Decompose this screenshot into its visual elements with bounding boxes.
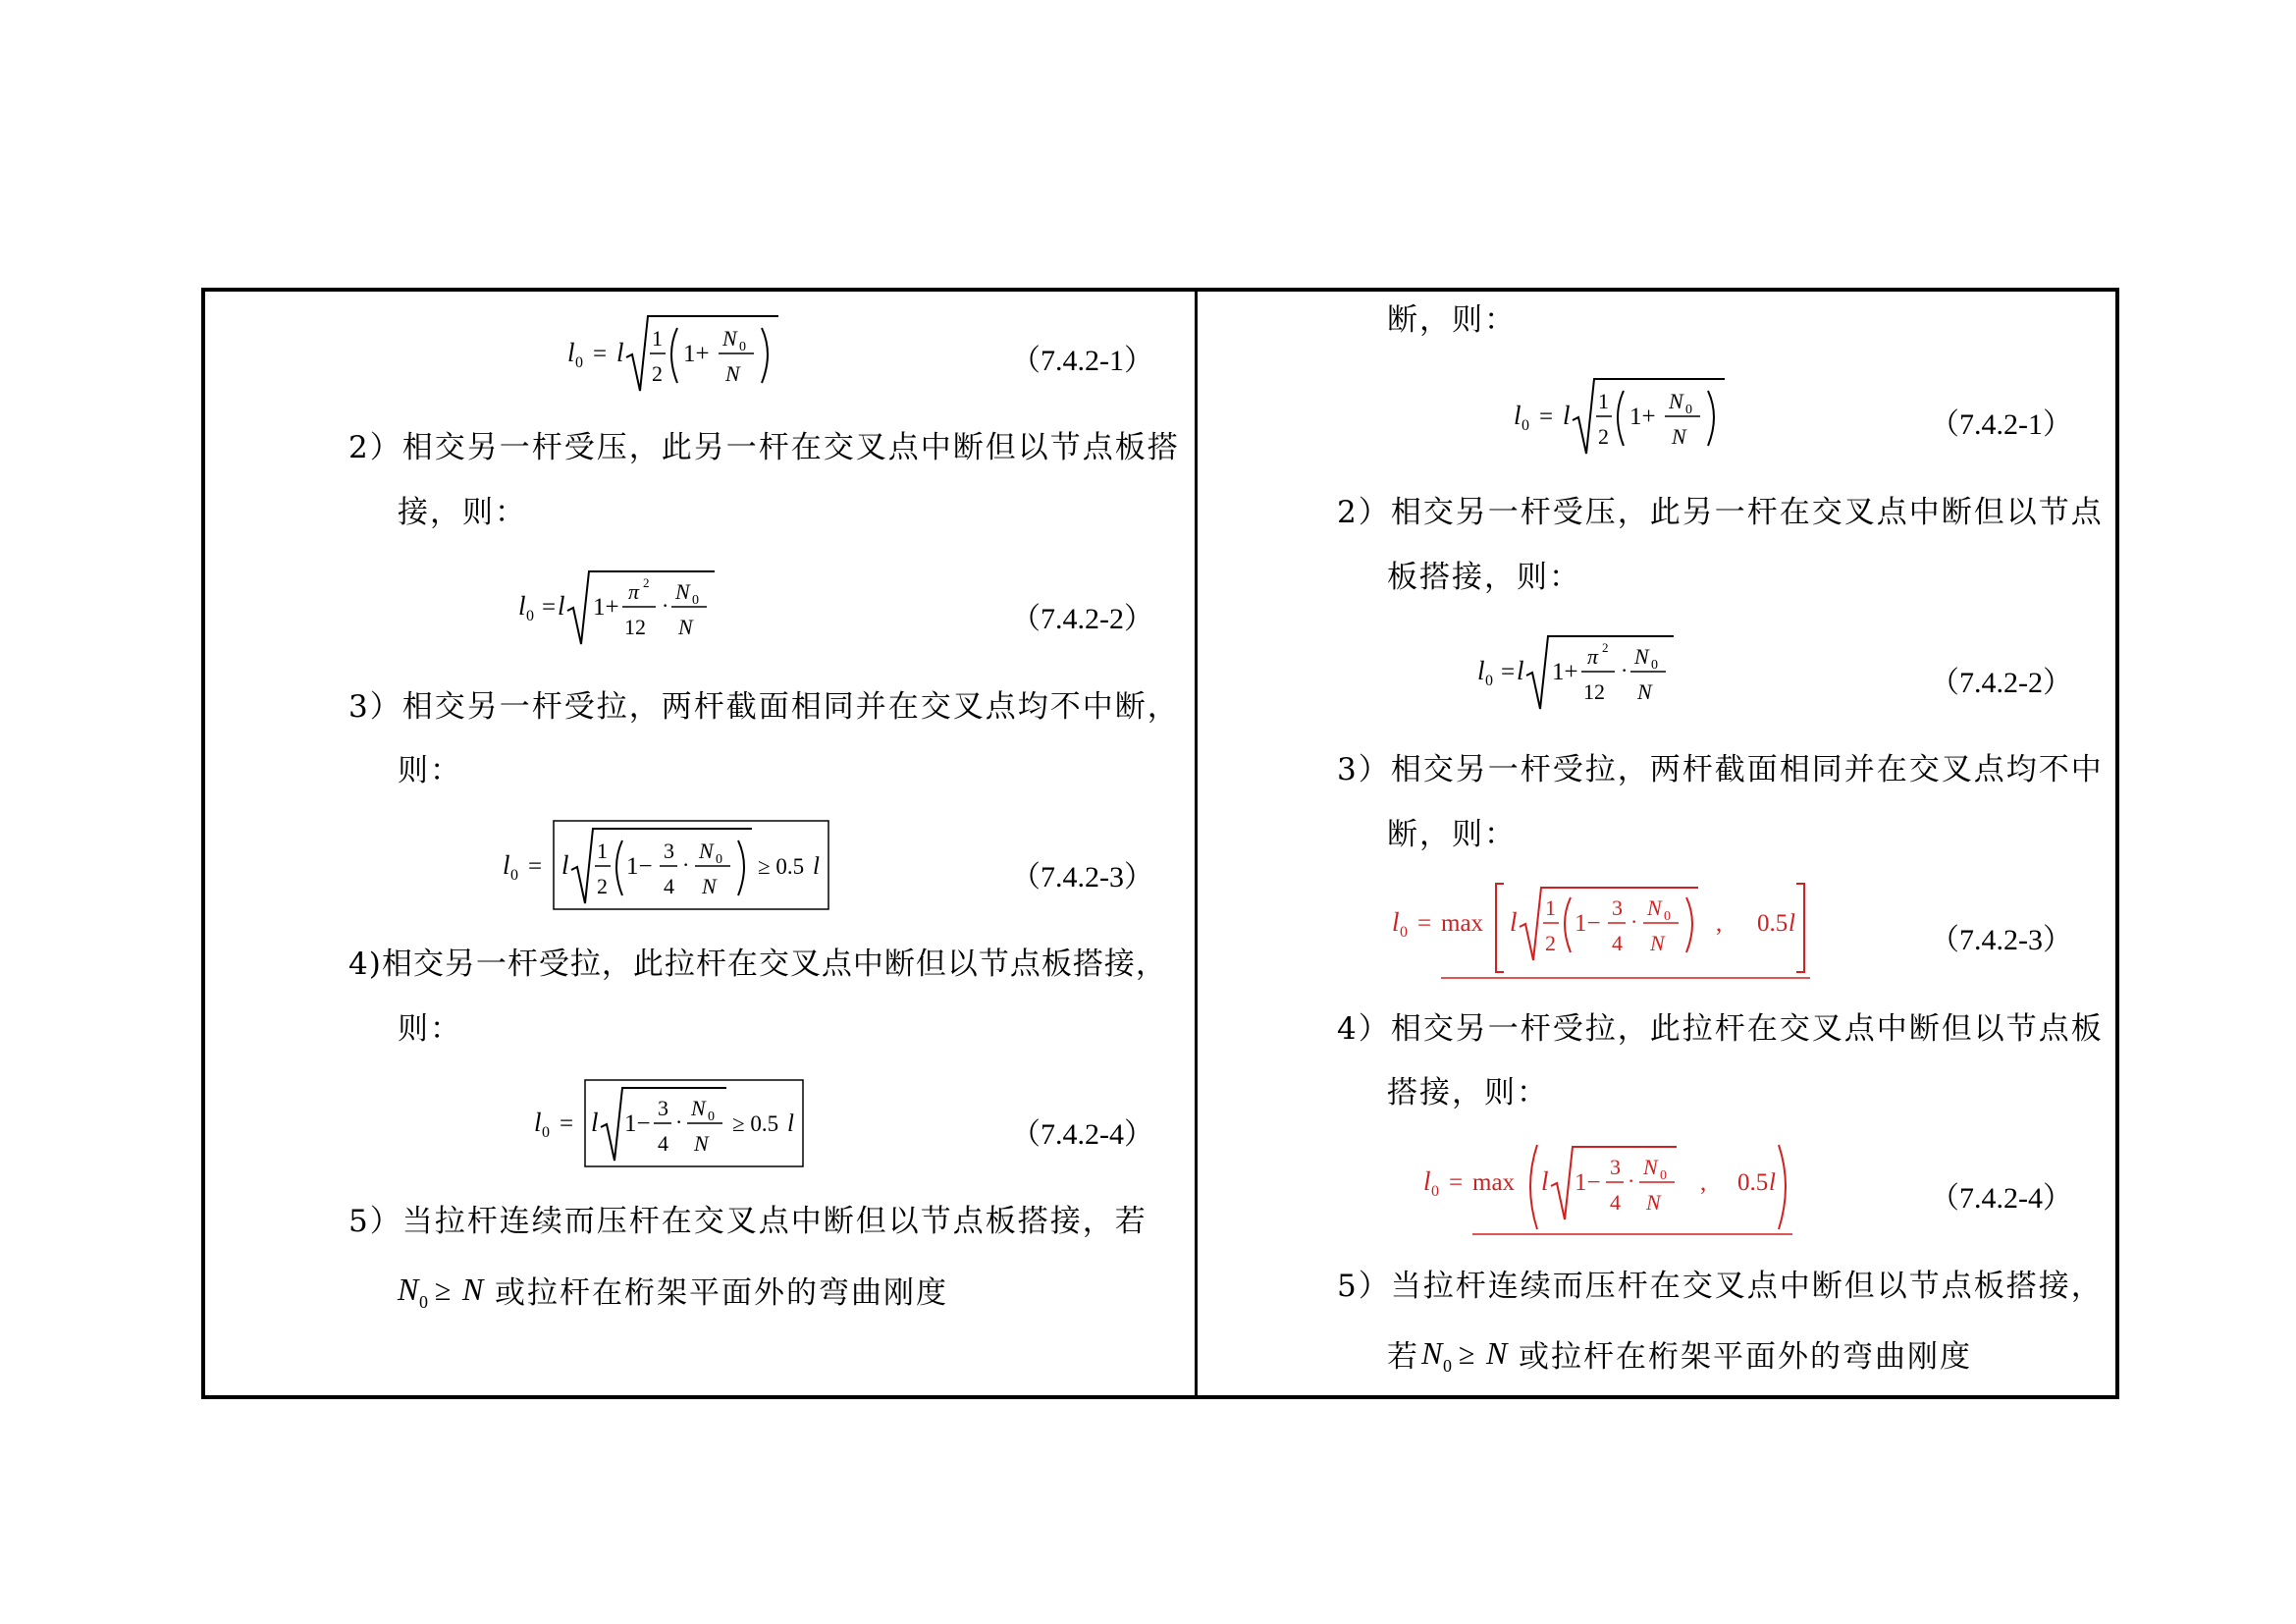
svg-text:l: l <box>534 1108 542 1137</box>
svg-text:,: , <box>1700 1169 1707 1196</box>
paragraph-5-line1: 5）当拉杆连续而压杆在交叉点中断但以节点板搭接， <box>1337 1269 2104 1304</box>
paragraph-5-line1: 5）当拉杆连续而压杆在交叉点中断但以节点板搭接，若 <box>348 1204 1148 1239</box>
paragraph-4-line1: 4）相交另一杆受拉，此拉杆在交叉点中断但以节点板 <box>1337 1011 2104 1047</box>
svg-text:12: 12 <box>624 615 646 639</box>
formula-7-4-2-2-right <box>1477 630 1703 726</box>
svg-text:N: N <box>1486 1335 1508 1371</box>
equation-number: （7.4.2-2） <box>1930 667 2072 699</box>
equation-number: （7.4.2-3） <box>1930 924 2072 956</box>
svg-text:4: 4 <box>1612 931 1623 955</box>
equation-number: （7.4.2-1） <box>1011 345 1153 377</box>
svg-text:0: 0 <box>526 608 534 624</box>
svg-text:2: 2 <box>1545 931 1556 955</box>
svg-text:N: N <box>694 1131 709 1156</box>
svg-text:1+: 1+ <box>1629 404 1656 430</box>
svg-text:0: 0 <box>1431 1183 1439 1200</box>
svg-text:l: l <box>1541 1166 1549 1196</box>
paragraph-3-line1: 3）相交另一杆受拉，两杆截面相同并在交叉点均不中断， <box>348 689 1180 725</box>
svg-text:4: 4 <box>658 1131 668 1156</box>
paragraph-2-line1: 2）相交另一杆受压，此另一杆在交叉点中断但以节点板搭 <box>348 430 1180 465</box>
paragraph-5-line2: 或拉杆在桁架平面外的弯曲刚度 <box>495 1275 948 1311</box>
svg-text:=: = <box>528 853 543 880</box>
svg-text:l: l <box>787 1110 794 1137</box>
svg-text:N: N <box>1647 895 1662 920</box>
svg-text:1+: 1+ <box>683 341 710 367</box>
equation-number: （7.4.2-4） <box>1930 1182 2072 1215</box>
formula-7-4-2-2-left <box>518 566 744 661</box>
svg-text:l: l <box>1510 907 1518 937</box>
svg-text:l: l <box>591 1108 599 1137</box>
svg-text:=: = <box>1501 659 1516 685</box>
svg-text:N: N <box>462 1272 484 1307</box>
formula-7-4-2-4-right-revised <box>1423 1139 1806 1244</box>
svg-text:max: max <box>1441 910 1484 937</box>
svg-text:≥: ≥ <box>435 1274 452 1307</box>
paragraph-4-line1: 4)相交另一杆受拉，此拉杆在交叉点中断但以节点板搭接， <box>348 947 1167 982</box>
svg-text:≥: ≥ <box>1459 1338 1475 1371</box>
svg-text:4: 4 <box>1610 1190 1621 1215</box>
svg-text:l: l <box>1392 907 1400 937</box>
formula-7-4-2-4-left <box>534 1078 819 1177</box>
svg-text:1−: 1− <box>1575 910 1601 937</box>
svg-text:0: 0 <box>708 1110 715 1124</box>
svg-text:N: N <box>675 579 690 604</box>
inline-formula-n0-ge-n <box>398 1267 506 1323</box>
svg-text:0: 0 <box>542 1124 550 1141</box>
formula-7-4-2-3-right-revised <box>1392 880 1824 989</box>
svg-text:1+: 1+ <box>1552 659 1578 685</box>
paragraph-4-line2: 则： <box>398 1011 462 1047</box>
svg-text:=: = <box>542 594 557 621</box>
svg-text:2: 2 <box>643 575 650 590</box>
equation-number: （7.4.2-1） <box>1930 408 2072 441</box>
svg-text:π: π <box>628 579 640 604</box>
svg-text:=: = <box>560 1110 574 1137</box>
svg-text:3: 3 <box>1612 895 1623 920</box>
svg-text:≥ 0.5: ≥ 0.5 <box>732 1111 779 1136</box>
formula-7-4-2-1-right <box>1514 375 1739 470</box>
equation-number: （7.4.2-4） <box>1011 1118 1153 1151</box>
svg-text:=: = <box>1539 404 1554 430</box>
svg-text:=: = <box>1417 910 1432 937</box>
svg-text:=: = <box>593 341 608 367</box>
paragraph-5-line2-prefix: 若 <box>1387 1339 1419 1375</box>
svg-text:0: 0 <box>716 852 722 867</box>
svg-text:N: N <box>1643 1155 1658 1179</box>
svg-text:N: N <box>1634 644 1649 669</box>
equation-number: （7.4.2-3） <box>1011 861 1153 893</box>
formula-7-4-2-1-left <box>567 312 793 407</box>
svg-text:N: N <box>678 615 693 639</box>
svg-text:0: 0 <box>1443 1356 1452 1376</box>
paragraph-2-line2: 接，则： <box>398 495 527 530</box>
svg-text:N: N <box>725 361 740 386</box>
paragraph-3-line2: 则： <box>398 753 462 788</box>
svg-text:l: l <box>616 338 624 367</box>
svg-text:l: l <box>1477 656 1485 685</box>
svg-text:1: 1 <box>597 839 608 863</box>
svg-text:l: l <box>1789 910 1795 937</box>
svg-text:l: l <box>1423 1166 1431 1196</box>
svg-text:N: N <box>691 1096 706 1120</box>
svg-text:0: 0 <box>692 593 699 608</box>
svg-text:2: 2 <box>652 361 663 386</box>
svg-text:N: N <box>1650 931 1665 955</box>
svg-text:3: 3 <box>664 839 674 863</box>
svg-text:l: l <box>567 338 575 367</box>
svg-text:0: 0 <box>739 340 746 354</box>
svg-text:N: N <box>722 326 737 351</box>
svg-text:1+: 1+ <box>593 594 619 621</box>
svg-text:1−: 1− <box>624 1110 651 1137</box>
svg-text:N: N <box>702 874 717 898</box>
column-divider <box>1195 292 1198 1395</box>
svg-text:N: N <box>1672 424 1686 449</box>
paragraph-3-line2: 断，则： <box>1387 817 1517 852</box>
svg-text:0: 0 <box>1400 924 1408 941</box>
svg-text:·: · <box>1630 909 1638 934</box>
svg-text:0: 0 <box>575 354 583 371</box>
paragraph-3-line1: 3）相交另一杆受拉，两杆截面相同并在交叉点均不中 <box>1337 752 2104 787</box>
svg-text:12: 12 <box>1583 679 1605 704</box>
svg-text:·: · <box>682 852 690 877</box>
inline-formula-n0-ge-n <box>1421 1330 1529 1386</box>
paragraph-5-line2: 或拉杆在桁架平面外的弯曲刚度 <box>1519 1339 1972 1375</box>
svg-text:0: 0 <box>1664 909 1671 924</box>
svg-text:0: 0 <box>1485 673 1493 689</box>
svg-text:·: · <box>1621 658 1629 682</box>
svg-text:1−: 1− <box>626 853 653 880</box>
svg-text:0: 0 <box>1522 417 1529 434</box>
svg-text:1−: 1− <box>1575 1169 1601 1196</box>
paragraph-4-line2: 搭接，则： <box>1387 1075 1549 1110</box>
paragraph-1-tail: 断，则： <box>1387 302 1517 338</box>
svg-text:0: 0 <box>1651 658 1658 673</box>
svg-text:l: l <box>1514 401 1522 430</box>
svg-text:l: l <box>518 591 526 621</box>
svg-text:·: · <box>662 593 669 618</box>
svg-text:0: 0 <box>1685 403 1692 417</box>
svg-text:1: 1 <box>1545 895 1556 920</box>
svg-text:≥ 0.5: ≥ 0.5 <box>758 854 805 879</box>
paragraph-2-line2: 板搭接，则： <box>1387 560 1581 595</box>
svg-text:N: N <box>1637 679 1652 704</box>
svg-text:l: l <box>1563 401 1571 430</box>
svg-text:0: 0 <box>510 867 518 884</box>
svg-text:3: 3 <box>658 1096 668 1120</box>
svg-text:,: , <box>1716 910 1723 937</box>
svg-text:3: 3 <box>1610 1155 1621 1179</box>
svg-text:·: · <box>1628 1168 1635 1193</box>
svg-text:2: 2 <box>1598 424 1609 449</box>
svg-text:max: max <box>1472 1169 1516 1196</box>
svg-text:2: 2 <box>597 874 608 898</box>
paragraph-2-line1: 2）相交另一杆受压，此另一杆在交叉点中断但以节点 <box>1337 495 2104 530</box>
svg-text:l: l <box>561 850 569 880</box>
svg-text:0: 0 <box>1660 1168 1667 1183</box>
svg-text:N: N <box>1669 389 1683 413</box>
svg-text:·: · <box>675 1110 683 1134</box>
svg-text:0.5: 0.5 <box>1737 1169 1769 1196</box>
formula-7-4-2-3-left <box>503 819 836 920</box>
svg-text:π: π <box>1587 644 1599 669</box>
svg-text:l: l <box>503 850 510 880</box>
svg-text:1: 1 <box>652 326 663 351</box>
svg-text:2: 2 <box>1602 640 1609 655</box>
svg-text:N: N <box>1421 1335 1443 1371</box>
svg-text:l: l <box>1517 656 1524 685</box>
svg-text:0: 0 <box>419 1292 428 1312</box>
equation-number: （7.4.2-2） <box>1011 603 1153 635</box>
svg-text:0.5: 0.5 <box>1757 910 1789 937</box>
svg-text:1: 1 <box>1598 389 1609 413</box>
svg-text:=: = <box>1449 1169 1464 1196</box>
svg-text:N: N <box>699 839 714 863</box>
svg-text:N: N <box>398 1272 419 1307</box>
svg-text:l: l <box>558 591 565 621</box>
svg-text:l: l <box>1769 1169 1776 1196</box>
svg-text:l: l <box>813 853 820 880</box>
svg-text:4: 4 <box>664 874 674 898</box>
svg-text:N: N <box>1646 1190 1661 1215</box>
